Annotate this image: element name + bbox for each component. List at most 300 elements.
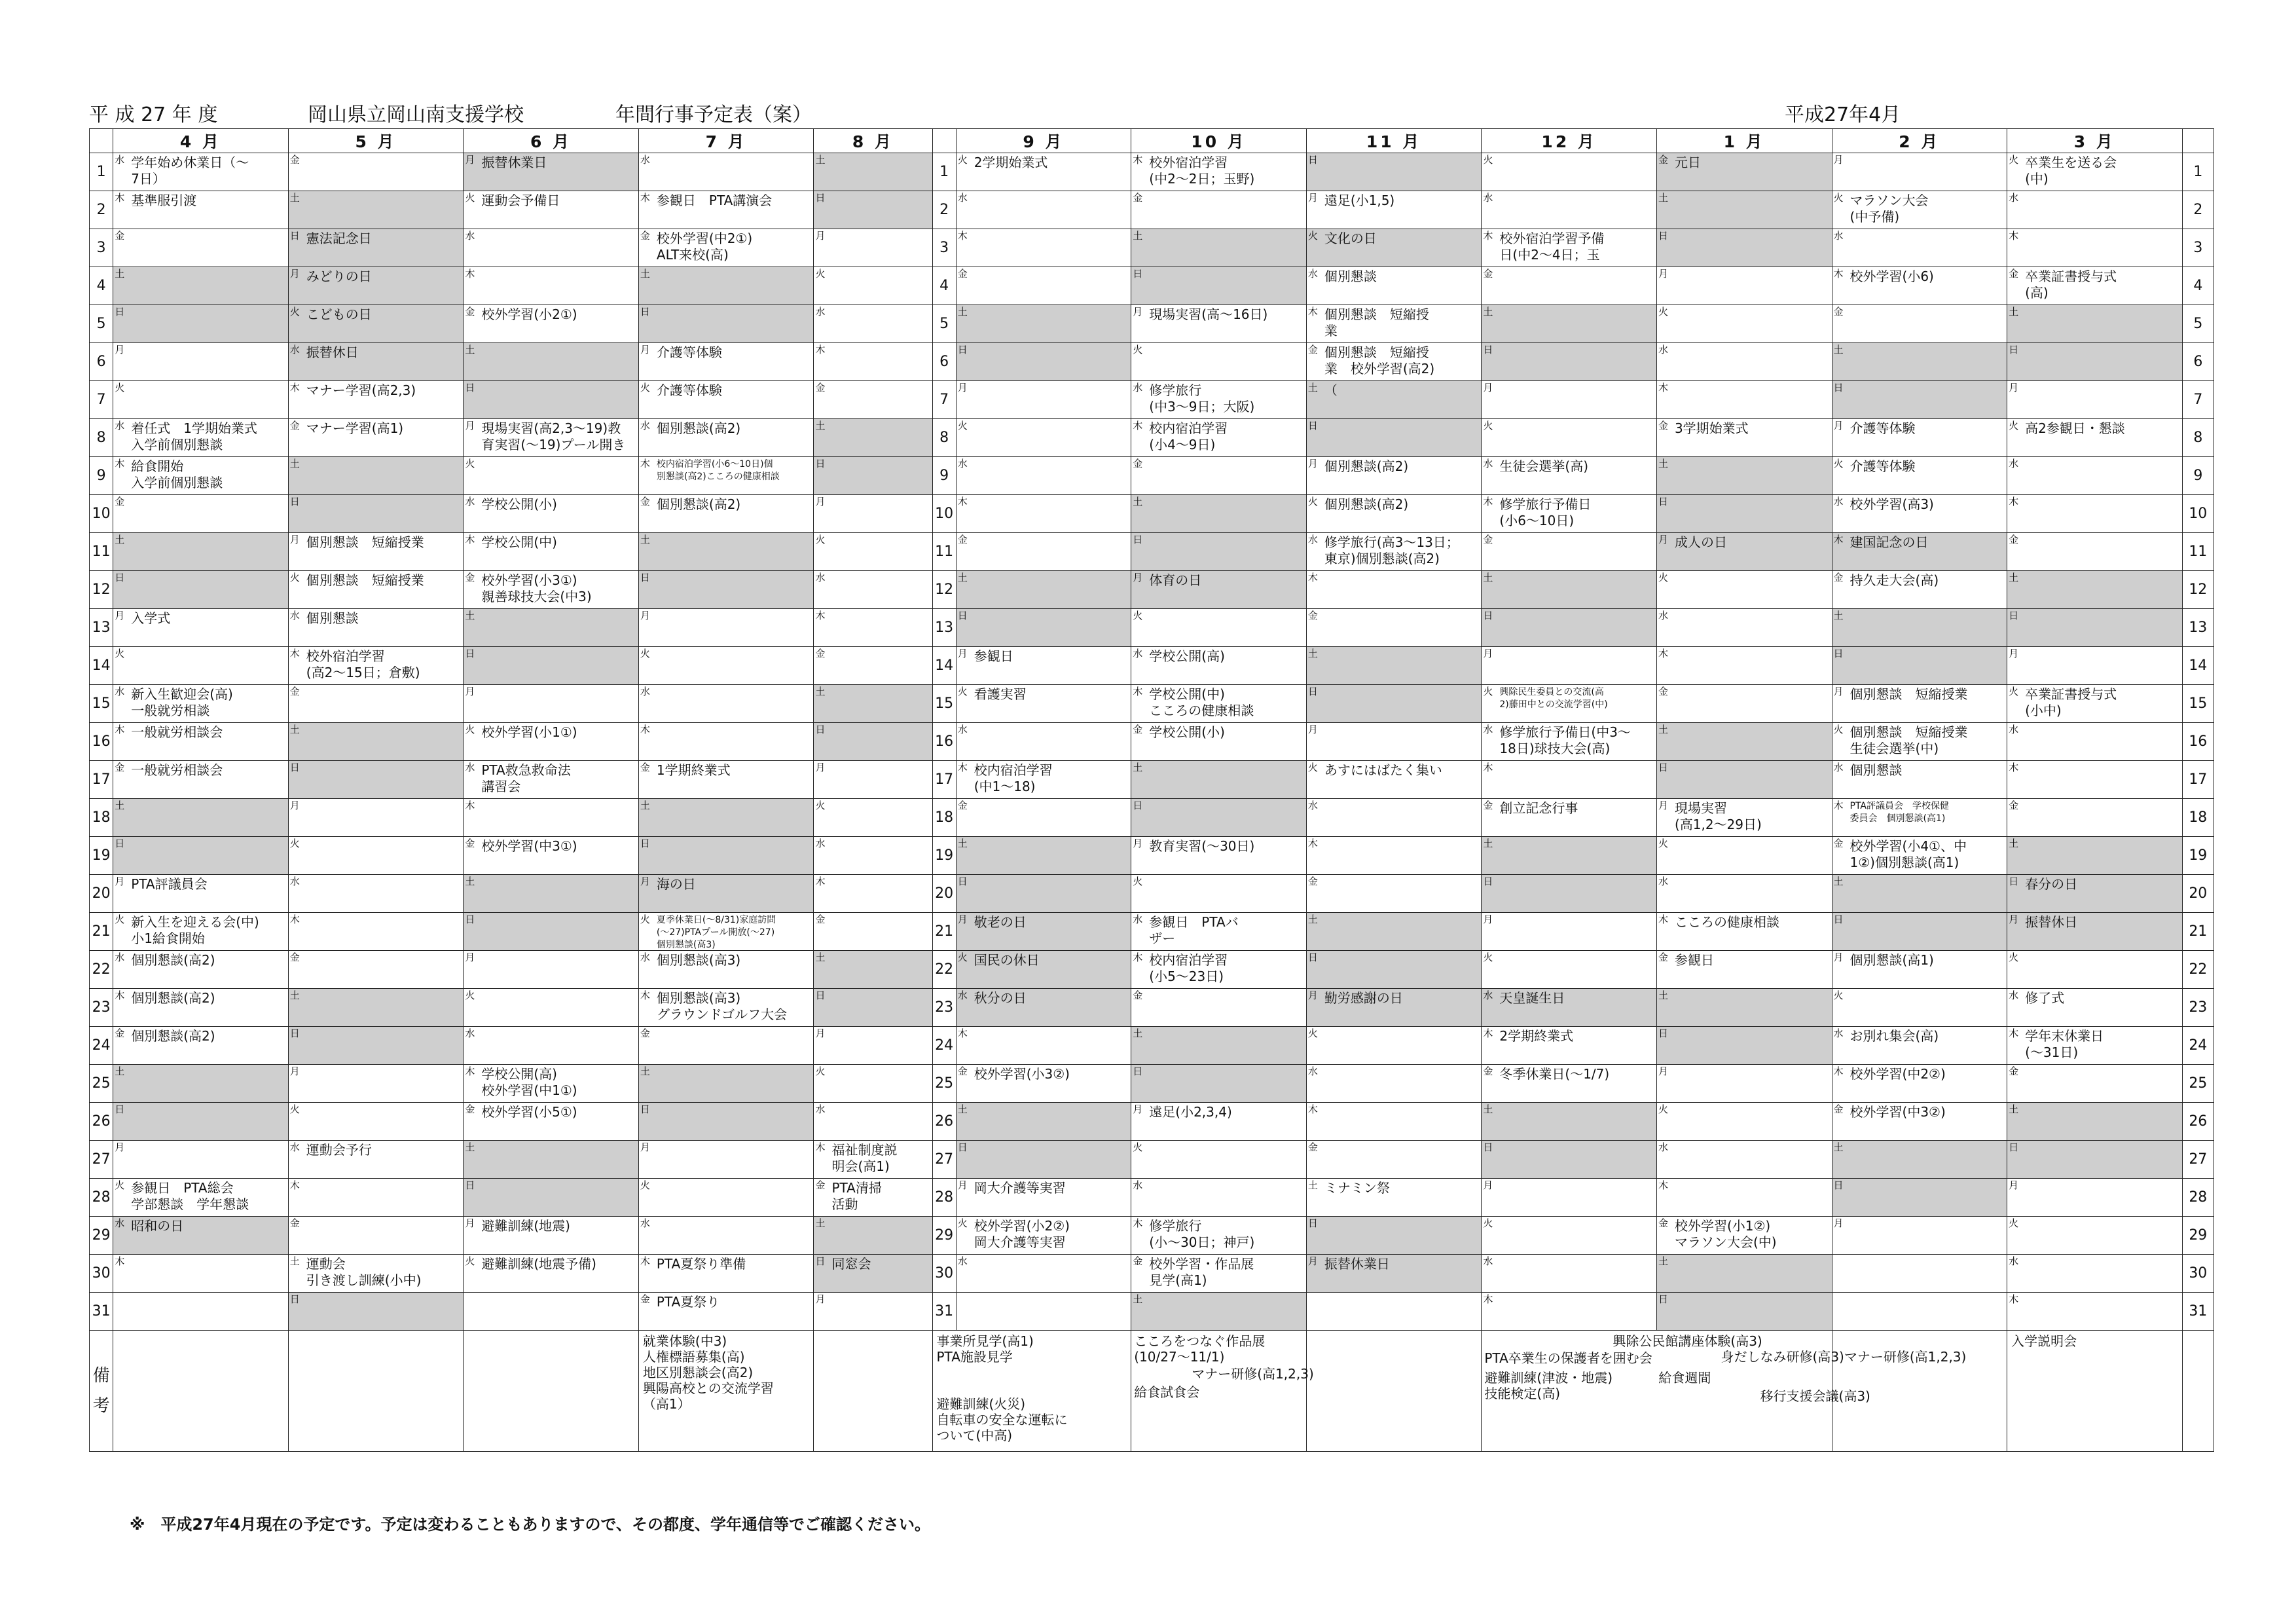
weekday-label: 土 xyxy=(1833,1141,1844,1153)
weekday-label: 金 xyxy=(640,230,650,242)
day-number: 13 xyxy=(90,609,113,647)
note-text: 移行支援会議(高3) xyxy=(1760,1388,1870,1404)
notes-label xyxy=(90,1331,113,1452)
calendar-cell-dec xyxy=(1482,1179,1657,1217)
calendar-cell-jan xyxy=(1656,533,1832,571)
calendar-cell-feb xyxy=(1832,533,2007,571)
weekday-label: 火 xyxy=(640,1179,650,1191)
event-text: お別れ集会(高) xyxy=(1850,1028,1939,1044)
calendar-cell-may xyxy=(288,267,464,305)
calendar-cell-sep xyxy=(956,1217,1131,1255)
calendar-cell-aug xyxy=(814,457,932,495)
calendar-cell-oct xyxy=(1131,989,1307,1027)
weekday-label: 木 xyxy=(115,192,125,204)
weekday-label: 火 xyxy=(640,382,650,394)
weekday-label: 木 xyxy=(640,1255,650,1267)
calendar-cell-jun xyxy=(464,1141,639,1179)
weekday-label: 土 xyxy=(1833,876,1844,887)
day-row xyxy=(90,1103,2214,1141)
calendar-cell-oct xyxy=(1131,1103,1307,1141)
event-text: 修学旅行予備日(中3～ 18日)球技大会(高) xyxy=(1499,724,1631,756)
calendar-cell-nov xyxy=(1306,989,1482,1027)
calendar-cell-sep xyxy=(956,875,1131,913)
calendar-cell-feb xyxy=(1832,951,2007,989)
calendar-cell-sep xyxy=(956,685,1131,723)
weekday-label: 金 xyxy=(815,913,826,925)
calendar-cell-feb xyxy=(1832,609,2007,647)
event-text: 校外学習(中3②) xyxy=(1850,1104,1946,1120)
calendar-cell-dec xyxy=(1482,571,1657,609)
weekday-label: 月 xyxy=(289,800,300,811)
weekday-label: 木 xyxy=(2009,496,2019,507)
calendar-cell-aug xyxy=(814,609,932,647)
weekday-label: 火 xyxy=(2009,1217,2019,1229)
event-text: 遠足(小1,5) xyxy=(1324,193,1395,208)
calendar-cell-aug xyxy=(814,267,932,305)
calendar-cell-oct xyxy=(1131,1217,1307,1255)
corner-cell xyxy=(90,129,113,153)
calendar-cell-jun xyxy=(464,533,639,571)
note-text: 入学説明会 xyxy=(2011,1333,2077,1349)
weekday-label: 火 xyxy=(957,1217,968,1229)
weekday-label: 水 xyxy=(1133,382,1143,394)
calendar-cell-feb xyxy=(1832,875,2007,913)
day-number: 12 xyxy=(2182,571,2214,609)
weekday-label: 木 xyxy=(1833,1065,1844,1077)
day-row xyxy=(90,799,2214,837)
weekday-label: 土 xyxy=(1833,344,1844,356)
day-number: 18 xyxy=(2182,799,2214,837)
weekday-label: 水 xyxy=(289,1141,300,1153)
weekday-label: 金 xyxy=(1307,610,1318,621)
day-number: 7 xyxy=(2182,381,2214,419)
event-text: 個別懇談 xyxy=(1850,762,1903,778)
weekday-label: 水 xyxy=(115,1217,125,1229)
weekday-label: 土 xyxy=(2009,306,2019,318)
calendar-cell-may xyxy=(288,1217,464,1255)
weekday-label: 月 xyxy=(1133,306,1143,318)
weekday-label: 木 xyxy=(640,724,650,735)
event-text: PTA清掃 活動 xyxy=(831,1180,882,1212)
notes-label-char: 備 xyxy=(92,1366,110,1386)
weekday-label: 月 xyxy=(289,534,300,545)
calendar-cell-jul xyxy=(638,761,814,799)
calendar-cell-jul xyxy=(638,1027,814,1065)
day-row xyxy=(90,571,2214,609)
calendar-cell-aug xyxy=(814,913,932,951)
calendar-cell-aug xyxy=(814,419,932,457)
day-number: 30 xyxy=(932,1255,956,1293)
day-row xyxy=(90,1179,2214,1217)
day-row xyxy=(90,1293,2214,1331)
calendar-cell-sep xyxy=(956,761,1131,799)
weekday-label: 木 xyxy=(1833,268,1844,280)
weekday-label: 日 xyxy=(1483,344,1493,356)
calendar-cell-aug xyxy=(814,153,932,191)
event-text: 修学旅行予備日 (小6～10日) xyxy=(1499,496,1592,528)
calendar-cell-feb xyxy=(1832,419,2007,457)
day-number: 4 xyxy=(2182,267,2214,305)
weekday-label: 日 xyxy=(2009,1141,2019,1153)
day-number: 14 xyxy=(932,647,956,685)
event-text: こころの健康相談 xyxy=(1674,914,1779,930)
weekday-label: 日 xyxy=(1658,1027,1668,1039)
weekday-label: 土 xyxy=(289,989,300,1001)
event-text: 福祉制度説 明会(高1) xyxy=(831,1142,898,1174)
weekday-label: 木 xyxy=(1133,686,1143,697)
calendar-cell-jun xyxy=(464,305,639,343)
calendar-cell-feb xyxy=(1832,495,2007,533)
weekday-label: 土 xyxy=(2009,1103,2019,1115)
weekday-label: 水 xyxy=(640,154,650,166)
calendar-cell-mar xyxy=(2007,1065,2183,1103)
as-of-date: 平成27年4月 xyxy=(1785,103,1901,126)
event-text: 修学旅行 (中3～9日；大阪) xyxy=(1149,382,1255,415)
calendar-cell-feb xyxy=(1832,647,2007,685)
weekday-label: 土 xyxy=(640,268,650,280)
calendar-cell-may xyxy=(288,343,464,381)
calendar-cell-oct xyxy=(1131,1027,1307,1065)
event-text: 教育実習(～30日) xyxy=(1149,838,1255,854)
calendar-cell-aug xyxy=(814,343,932,381)
calendar-cell-jun xyxy=(464,1027,639,1065)
weekday-label: 木 xyxy=(465,800,475,811)
event-text: 現場実習(高2,3～19)教 育実習(～19)プール開き xyxy=(481,420,626,452)
day-row xyxy=(90,533,2214,571)
calendar-cell-jul xyxy=(638,989,814,1027)
calendar-cell-aug xyxy=(814,761,932,799)
calendar-cell-sep xyxy=(956,1027,1131,1065)
day-number: 16 xyxy=(2182,723,2214,761)
weekday-label: 木 xyxy=(2009,762,2019,773)
weekday-label: 金 xyxy=(289,1217,300,1229)
calendar-cell-feb xyxy=(1832,761,2007,799)
day-number: 15 xyxy=(2182,685,2214,723)
calendar-cell-feb xyxy=(1832,571,2007,609)
weekday-label: 水 xyxy=(957,989,968,1001)
calendar-cell-mar xyxy=(2007,1103,2183,1141)
calendar-cell-mar xyxy=(2007,457,2183,495)
day-number: 27 xyxy=(2182,1141,2214,1179)
day-number: 8 xyxy=(90,419,113,457)
weekday-label: 土 xyxy=(957,306,968,318)
day-number: 12 xyxy=(932,571,956,609)
weekday-label: 月 xyxy=(465,154,475,166)
calendar-cell-apr xyxy=(113,267,289,305)
calendar-cell-oct xyxy=(1131,153,1307,191)
weekday-label: 金 xyxy=(465,306,475,318)
calendar-cell-aug xyxy=(814,951,932,989)
calendar-cell-nov xyxy=(1306,799,1482,837)
calendar-cell-jul xyxy=(638,647,814,685)
weekday-label: 月 xyxy=(115,876,125,887)
weekday-label: 火 xyxy=(465,1255,475,1267)
weekday-label: 土 xyxy=(1483,838,1493,849)
calendar-cell-may xyxy=(288,495,464,533)
calendar-cell-apr xyxy=(113,305,289,343)
weekday-label: 金 xyxy=(815,1179,826,1191)
weekday-label: 水 xyxy=(115,420,125,432)
weekday-label: 木 xyxy=(115,1255,125,1267)
calendar-cell-apr xyxy=(113,875,289,913)
calendar-cell-feb xyxy=(1832,1065,2007,1103)
weekday-label: 水 xyxy=(815,838,826,849)
calendar-cell-feb xyxy=(1832,799,2007,837)
event-text: 一般就労相談会 xyxy=(131,724,223,740)
weekday-label: 金 xyxy=(1483,268,1493,280)
calendar-cell-mar xyxy=(2007,685,2183,723)
weekday-label: 火 xyxy=(465,192,475,204)
weekday-label: 木 xyxy=(957,496,968,507)
calendar-cell-jul xyxy=(638,267,814,305)
calendar-cell-nov xyxy=(1306,229,1482,267)
event-text: 運動会予備日 xyxy=(481,193,560,208)
day-number: 26 xyxy=(932,1103,956,1141)
event-text: 振替休日 xyxy=(2025,914,2078,930)
calendar-cell-aug xyxy=(814,1293,932,1331)
event-text: 校外学習(小6) xyxy=(1850,268,1934,284)
event-text: 卒業生を送る会 (中) xyxy=(2025,155,2117,187)
calendar-cell-dec xyxy=(1482,381,1657,419)
weekday-label: 水 xyxy=(1833,230,1844,242)
weekday-label: 水 xyxy=(2009,989,2019,1001)
weekday-label: 月 xyxy=(2009,648,2019,659)
calendar-cell-mar xyxy=(2007,191,2183,229)
calendar-cell-nov xyxy=(1306,343,1482,381)
weekday-label: 日 xyxy=(1133,268,1143,280)
weekday-label: 日 xyxy=(1658,230,1668,242)
weekday-label: 金 xyxy=(957,268,968,280)
calendar-cell-sep xyxy=(956,457,1131,495)
calendar-cell-jan xyxy=(1656,343,1832,381)
weekday-label: 土 xyxy=(1133,230,1143,242)
weekday-label: 月 xyxy=(1133,572,1143,583)
day-number: 27 xyxy=(932,1141,956,1179)
calendar-cell-oct xyxy=(1131,419,1307,457)
calendar-cell-sep xyxy=(956,647,1131,685)
weekday-label: 木 xyxy=(465,1065,475,1077)
calendar-cell-nov xyxy=(1306,761,1482,799)
weekday-label: 月 xyxy=(957,1179,968,1191)
calendar-cell-dec xyxy=(1482,913,1657,951)
weekday-label: 土 xyxy=(1483,1103,1493,1115)
calendar-cell-jul xyxy=(638,685,814,723)
weekday-label: 土 xyxy=(1133,1293,1143,1305)
day-number: 10 xyxy=(90,495,113,533)
weekday-label: 月 xyxy=(2009,1179,2019,1191)
weekday-label: 火 xyxy=(1483,1217,1493,1229)
calendar-cell-may xyxy=(288,1179,464,1217)
calendar-cell-apr xyxy=(113,647,289,685)
weekday-label: 水 xyxy=(1483,989,1493,1001)
event-text: 参観日 xyxy=(1674,952,1714,968)
event-text: 運動会予行 xyxy=(306,1142,372,1158)
weekday-label: 月 xyxy=(815,1027,826,1039)
calendar-cell-dec xyxy=(1482,1293,1657,1331)
event-text: 校外学習(小4①、中 1②)個別懇談(高1) xyxy=(1850,838,1967,870)
calendar-cell-apr xyxy=(113,1179,289,1217)
weekday-label: 土 xyxy=(1658,1255,1668,1267)
calendar-cell-dec xyxy=(1482,989,1657,1027)
calendar-cell-mar xyxy=(2007,913,2183,951)
event-text: PTA夏祭り準備 xyxy=(656,1256,746,1272)
weekday-label: 火 xyxy=(1833,192,1844,204)
calendar-cell-apr xyxy=(113,419,289,457)
weekday-label: 水 xyxy=(1658,1141,1668,1153)
calendar-cell-sep xyxy=(956,837,1131,875)
weekday-label: 木 xyxy=(1133,154,1143,166)
weekday-label: 火 xyxy=(465,724,475,735)
weekday-label: 土 xyxy=(115,268,125,280)
calendar-cell-dec xyxy=(1482,153,1657,191)
day-number: 28 xyxy=(90,1179,113,1217)
weekday-label: 月 xyxy=(115,344,125,356)
calendar-cell-jun xyxy=(464,419,639,457)
weekday-label: 水 xyxy=(1133,648,1143,659)
weekday-label: 木 xyxy=(465,268,475,280)
fiscal-year: 平 成 27 年 度 xyxy=(89,103,218,126)
event-text: 学校公開(高) xyxy=(1149,648,1225,664)
day-number: 25 xyxy=(90,1065,113,1103)
day-row xyxy=(90,1065,2214,1103)
weekday-label: 日 xyxy=(1307,154,1318,166)
calendar-cell-nov xyxy=(1306,875,1482,913)
weekday-label: 木 xyxy=(1833,534,1844,545)
calendar-cell-jul xyxy=(638,1179,814,1217)
weekday-label: 水 xyxy=(1483,192,1493,204)
calendar-cell-mar xyxy=(2007,1217,2183,1255)
weekday-label: 火 xyxy=(465,989,475,1001)
note-text: マナー研修(高1,2,3) xyxy=(1192,1366,1314,1382)
calendar-cell-apr xyxy=(113,609,289,647)
calendar-cell-jul xyxy=(638,1293,814,1331)
calendar-cell-jan xyxy=(1656,989,1832,1027)
weekday-label: 日 xyxy=(465,648,475,659)
weekday-label: 火 xyxy=(1307,496,1318,507)
calendar-cell-jan xyxy=(1656,875,1832,913)
event-text: 個別懇談(高1) xyxy=(1850,952,1934,968)
event-text: マナー学習(高2,3) xyxy=(306,382,416,398)
weekday-label: 月 xyxy=(640,1141,650,1153)
event-text: 一般就労相談会 xyxy=(131,762,223,778)
weekday-label: 木 xyxy=(1307,838,1318,849)
calendar-cell-jun xyxy=(464,571,639,609)
calendar-cell-feb xyxy=(1832,267,2007,305)
weekday-label: 日 xyxy=(1133,800,1143,811)
event-text: 校外学習(小1①) xyxy=(481,724,577,740)
calendar-cell-may xyxy=(288,1065,464,1103)
day-number: 31 xyxy=(90,1293,113,1331)
weekday-label: 土 xyxy=(1307,382,1318,394)
calendar-cell-feb xyxy=(1832,1027,2007,1065)
calendar-cell-jun xyxy=(464,913,639,951)
event-text: 学校公開(小) xyxy=(1149,724,1225,740)
calendar-cell-jan xyxy=(1656,799,1832,837)
weekday-label: 火 xyxy=(1483,686,1493,697)
event-text: 個別懇談 短縮授業 xyxy=(306,534,424,550)
weekday-label: 月 xyxy=(815,230,826,242)
day-row xyxy=(90,191,2214,229)
weekday-label: 日 xyxy=(1307,420,1318,432)
weekday-label: 金 xyxy=(1833,838,1844,849)
weekday-label: 月 xyxy=(1658,800,1668,811)
calendar-cell-apr xyxy=(113,495,289,533)
weekday-label: 月 xyxy=(1133,1103,1143,1115)
calendar-cell-jan xyxy=(1656,1293,1832,1331)
notes-row xyxy=(90,1331,2214,1452)
calendar-cell-jun xyxy=(464,495,639,533)
event-text: 介護等体験 xyxy=(656,382,722,398)
event-text: 修学旅行(高3～13日； 東京)個別懇談(高2) xyxy=(1324,534,1459,566)
weekday-label: 火 xyxy=(1658,572,1668,583)
event-text: 春分の日 xyxy=(2025,876,2078,892)
calendar-cell-apr xyxy=(113,685,289,723)
weekday-label: 金 xyxy=(1658,951,1668,963)
day-row xyxy=(90,647,2214,685)
day-row xyxy=(90,1027,2214,1065)
day-row xyxy=(90,609,2214,647)
day-number: 13 xyxy=(2182,609,2214,647)
weekday-label: 金 xyxy=(640,1293,650,1305)
calendar-cell-feb xyxy=(1832,1179,2007,1217)
calendar-cell-sep xyxy=(956,419,1131,457)
weekday-label: 木 xyxy=(1307,306,1318,318)
weekday-label: 木 xyxy=(115,724,125,735)
day-number: 19 xyxy=(2182,837,2214,875)
weekday-label: 金 xyxy=(289,686,300,697)
calendar-cell-oct xyxy=(1131,1255,1307,1293)
weekday-label: 水 xyxy=(815,306,826,318)
weekday-label: 金 xyxy=(1483,534,1493,545)
event-text: 校内宿泊学習 (中1～18) xyxy=(974,762,1053,794)
event-text: 振替休業日 xyxy=(1324,1256,1390,1272)
calendar-cell-may xyxy=(288,533,464,571)
calendar-cell-may xyxy=(288,761,464,799)
calendar-cell-mar xyxy=(2007,229,2183,267)
day-row xyxy=(90,457,2214,495)
calendar-cell-jul xyxy=(638,875,814,913)
calendar-cell-jul xyxy=(638,799,814,837)
calendar-cell-feb xyxy=(1832,343,2007,381)
weekday-label: 火 xyxy=(289,572,300,583)
event-text: 学校公開(高) 校外学習(中1①) xyxy=(481,1066,577,1098)
weekday-label: 金 xyxy=(1133,724,1143,735)
event-text: 敬老の日 xyxy=(974,914,1027,930)
calendar-cell-dec xyxy=(1482,723,1657,761)
weekday-label: 月 xyxy=(465,686,475,697)
event-text: 看護実習 xyxy=(974,686,1027,702)
calendar-cell-mar xyxy=(2007,799,2183,837)
calendar-cell-sep xyxy=(956,1103,1131,1141)
day-number: 24 xyxy=(2182,1027,2214,1065)
weekday-label: 月 xyxy=(640,344,650,356)
weekday-label: 水 xyxy=(465,496,475,507)
event-text: 新入生を迎える会(中) 小1給食開始 xyxy=(131,914,259,946)
day-number: 23 xyxy=(90,989,113,1027)
day-number: 6 xyxy=(2182,343,2214,381)
calendar-cell-oct xyxy=(1131,1141,1307,1179)
calendar-cell-jan xyxy=(1656,761,1832,799)
calendar-cell-feb xyxy=(1832,305,2007,343)
calendar-cell-dec xyxy=(1482,837,1657,875)
weekday-label: 木 xyxy=(1483,496,1493,507)
weekday-label: 月 xyxy=(1833,420,1844,432)
event-text: PTA救急救命法 講習会 xyxy=(481,762,571,794)
calendar-cell-apr xyxy=(113,153,289,191)
weekday-label: 日 xyxy=(2009,610,2019,621)
calendar-cell-jul xyxy=(638,381,814,419)
calendar-cell-sep xyxy=(956,609,1131,647)
